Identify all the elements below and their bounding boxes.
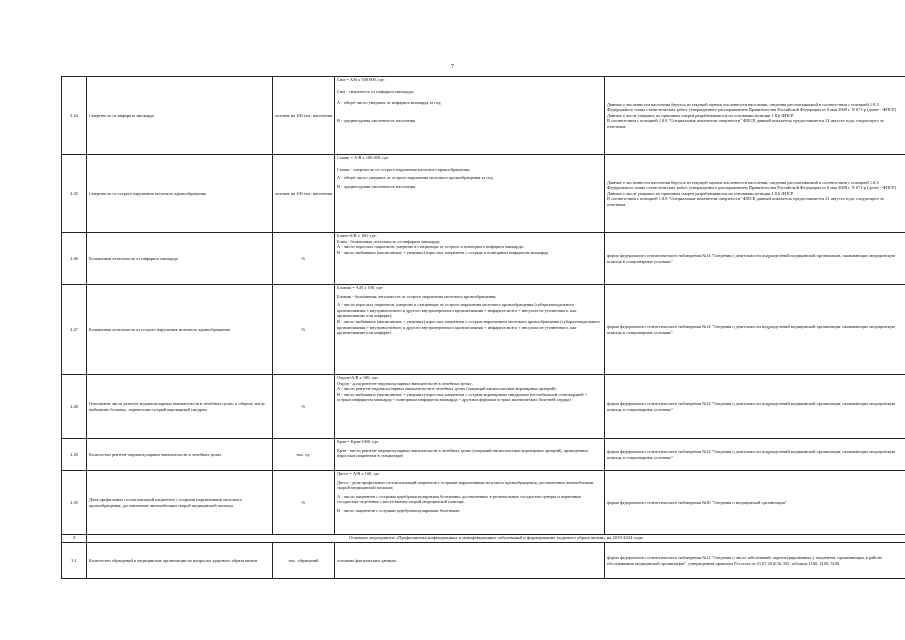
table-row: [62, 471, 905, 535]
indicator-name: Смертность от острого нарушения мозгового кровообращения: [87, 155, 273, 233]
source-line: форма федерального статистического наблюдения №14 "Сведения о деятельности подразделений медицинской организации, оказывающих медицинскую помощь в стационарных условиях": [607, 323, 896, 335]
method-line: А - общее число умерших от инфаркта миокарда за год;: [337, 100, 442, 106]
table-row: [62, 77, 905, 155]
page-number: 7: [451, 64, 454, 70]
method-line: Сонмк = А/В х 100 000, где:: [337, 155, 390, 160]
indicator-name: Количество обращений в медицинские организации по вопросам здорового образа жизни: [87, 543, 273, 579]
indicator-name: Отношение числа рентген-эндоваскулярных вмешательств в лечебных целях, к общему числу выбывших больных, перенесших острый коронарный синдром: [87, 375, 273, 439]
data-source: [605, 155, 905, 233]
row-number: 2.45: [62, 155, 87, 233]
calc-method: [335, 471, 605, 535]
method-line: Сонмк - смертность от острого нарушения мозгового кровообращения;: [337, 166, 471, 172]
method-line: Блим - больничная летальность от инфаркта миокарда;: [337, 238, 441, 244]
indicator-name: Количество рентген-эндоваскулярных вмешательств в лечебных целях: [87, 439, 273, 471]
calc-method: [335, 439, 605, 471]
unit: %: [273, 471, 335, 535]
method-line: А - число рентген-эндоваскулярных вмешательств в лечебных целях (операций ангиопластики коронарных артерий);: [337, 386, 557, 392]
method-line: В - число выбывших (выписанных + умерших) взрослых пациентов с острым коронарным синдромом (нестабильной стенокардией + острым инфарктом миокарда + повторным инфарктом миокарда + другими формами острых ишемических болезней сердца): [337, 391, 588, 403]
method-line: Крэв - число рентген-эндоваскулярных вмешательств в лечебных целях (операций ангиопластики коронарных артерий), проведенных взрослым пациентам в стационаре): [337, 447, 589, 459]
method-line: основано фактическим данным: [337, 557, 396, 563]
source-line: форма федерального статистического наблюдения №14 "Сведения о деятельности подразделений медицинской организации, оказывающих медицинскую помощь в стационарных условиях": [607, 252, 896, 264]
indicator-name: Доля профильных госпитализаций пациентов с острыми нарушениями мозгового кровообращения, доставленных автомобилями скорой медицинской помощи: [87, 471, 273, 535]
method-line: Сим - смертность от инфаркта миокарда;: [337, 88, 414, 94]
method-line: А - число взрослых пациентов, умерших в стационаре от острого и повторного инфаркта миокарда;: [337, 244, 524, 250]
calc-method: [335, 543, 605, 579]
row-number: 2.46: [62, 233, 87, 285]
section-title: Основное мероприятие «Профилактика инфекционных и неинфекционных заболеваний и формирование здорового образа жизни» на 2019-2024 годы: [87, 535, 905, 543]
source-line: Данные о числе умерших по причинам смерти разрабатываются на основании позиции 1.8.6 ФПСР.: [607, 112, 794, 118]
table-row: [62, 233, 905, 285]
unit: %: [273, 375, 335, 439]
source-line: форма федерального статистического наблюдения №30 "Сведения о медицинской организации": [607, 499, 787, 505]
table-row: [62, 439, 905, 471]
row-number: 2.48: [62, 375, 87, 439]
source-line: В соответствии с позицией 1.8.8 "Специальные показатели смертности" ФПСР, данный показатель предоставляется 21 августа года, следующего за отчетным.: [607, 118, 884, 129]
indicator-name: Смертность от инфаркта миокарда: [87, 77, 273, 155]
source-line: Данные о численности населения берутся из текущей оценки численности населения, сведения рассчитываемой в соответствии с позицией 1.8.3 Федерального плана статистических работ, утвержденного распоряжением Правительства Российской Федерации от 6 мая 2008 г. N 671-р (далее - ФПСР).: [607, 101, 898, 113]
table-row: [62, 375, 905, 439]
source-line: форма федерального статистического наблюдения №12 "Сведения о числе заболеваний, зарегистрированных у пациентов, проживающих в районе обслуживания медицинской организации", утвержденная приказом Росстата от 21.07.2016 № 355, таблицы 1100, 2100, 3100: [607, 554, 882, 566]
indicator-name: Больничная летальность от острого нарушения мозгового кровообращения: [87, 285, 273, 375]
method-line: В - число пациентов с острыми цереброваскулярными болезнями: [337, 507, 460, 513]
method-line: Очрэв - доля рентген-эндоваскулярных вмешательств в лечебных целях;: [337, 380, 473, 386]
calc-method: [335, 233, 605, 285]
row-number: 3.1: [62, 543, 87, 579]
method-line: В - среднегодовая численность населения: [337, 183, 416, 189]
source-line: Данные о численности населения берутся из текущей оценки численности населения, сведения рассчитываемой в соответствии с позицией 1.8.3 Федерального плана статистических работ, утвержденного распоряжением Правительства Российской Федерации от 6 мая 2008 г. N 671-р (далее - ФПСР).: [607, 179, 898, 191]
unit: %: [273, 233, 335, 285]
data-source: [605, 439, 905, 471]
calc-method: [335, 375, 605, 439]
method-line: Дпгсо - доля профильных госпитализаций пациентов с острыми нарушениями мозгового кровообращения, доставленных автомобилями скорой медицинской помощи;: [337, 479, 594, 491]
source-line: форма федерального статистического наблюдения №14 "Сведения о деятельности подразделений медицинской организации, оказывающих медицинскую помощь в стационарных условиях": [607, 400, 896, 412]
unit: человек на 100 тыс. населения: [273, 155, 335, 233]
data-source: [605, 375, 905, 439]
method-line: В - число выбывших (выписанных + умерших) взрослых пациентов с острым и повторным инфарктом миокарда: [337, 249, 549, 255]
source-line: Данные о числе умерших по причинам смерти разрабатываются на основании позиции 1.8.6 ФПСР.: [607, 190, 794, 196]
source-line: В соответствии с позицией 1.8.8 "Специальные показатели смертности" ФПСР, данный показатель предоставляется 21 августа года, следующего за отчетным.: [607, 196, 884, 207]
table-row: [62, 285, 905, 375]
unit: человек на 100 тыс. населения: [273, 77, 335, 155]
method-line: А - общее число умерших от острого нарушения мозгового кровообращения за год;: [337, 175, 494, 181]
method-line: Дпгсо = А/В х 100, где: [337, 471, 380, 476]
method-line: Очрэв=А/В х 100, где:: [337, 375, 379, 380]
calc-method: [335, 155, 605, 233]
method-line: А - число взрослых пациентов, умерших в стационаре от острого нарушения мозгового кровообращения (субарахноидального кровоизлияния + внутримозгового и другого внутричерепного кровоизлияния + инфаркта мозга + инсульта не уточненного, как кровоизлияние или инфаркт);: [337, 302, 577, 319]
section-row: [62, 535, 905, 543]
unit: %: [273, 285, 335, 375]
method-line: Крэв = Крэв/1000, где:: [337, 439, 380, 444]
calc-method: [335, 77, 605, 155]
method-line: Блонмк = А/В х 100, где:: [337, 285, 384, 290]
calc-method: [335, 285, 605, 375]
unit: тыс. ед.: [273, 439, 335, 471]
method-line: Блим=А/В х 100, где:: [337, 233, 377, 238]
data-source: [605, 471, 905, 535]
section-number: 3: [62, 535, 87, 543]
unit: тыс. обращений: [273, 543, 335, 579]
table-row: [62, 543, 905, 579]
table-row: [62, 155, 905, 233]
data-source: [605, 543, 905, 579]
row-number: 2.49: [62, 439, 87, 471]
data-source: [605, 285, 905, 375]
indicators-table: [61, 76, 905, 579]
method-line: А - число пациентов с острыми цереброваскулярными болезнями, доставленных в региональные сосудистые центры и первичные сосудистые отделения с места вызова скорой медицинской помощи;: [337, 493, 582, 505]
row-number: 2.44: [62, 77, 87, 155]
method-line: В - число выбывших (выписанных + умерших) взрослых пациентов с острым нарушением мозгового кровообращения (субарахноидального кровоизлияния + внутримозгового и другого внутричерепного кровоизлияния + инфаркта мозга + инсульта не уточненного, как кровоизлияние или инфаркт): [337, 318, 601, 336]
data-source: [605, 233, 905, 285]
indicator-name: Больничная летальность от инфаркта миокарда: [87, 233, 273, 285]
row-number: 2.47: [62, 285, 87, 375]
row-number: 2.50: [62, 471, 87, 535]
data-source: [605, 77, 905, 155]
method-line: Сим = А/В х 100 000, где:: [337, 77, 385, 82]
method-line: Блонмк - больничная летальность от острого нарушения мозгового кровообращения;: [337, 293, 497, 299]
source-line: форма федерального статистического наблюдения №14 "Сведения о деятельности подразделений медицинской организации, оказывающих медицинскую помощь в стационарных условиях": [607, 448, 896, 460]
method-line: В - среднегодовая численность населения: [337, 117, 416, 123]
